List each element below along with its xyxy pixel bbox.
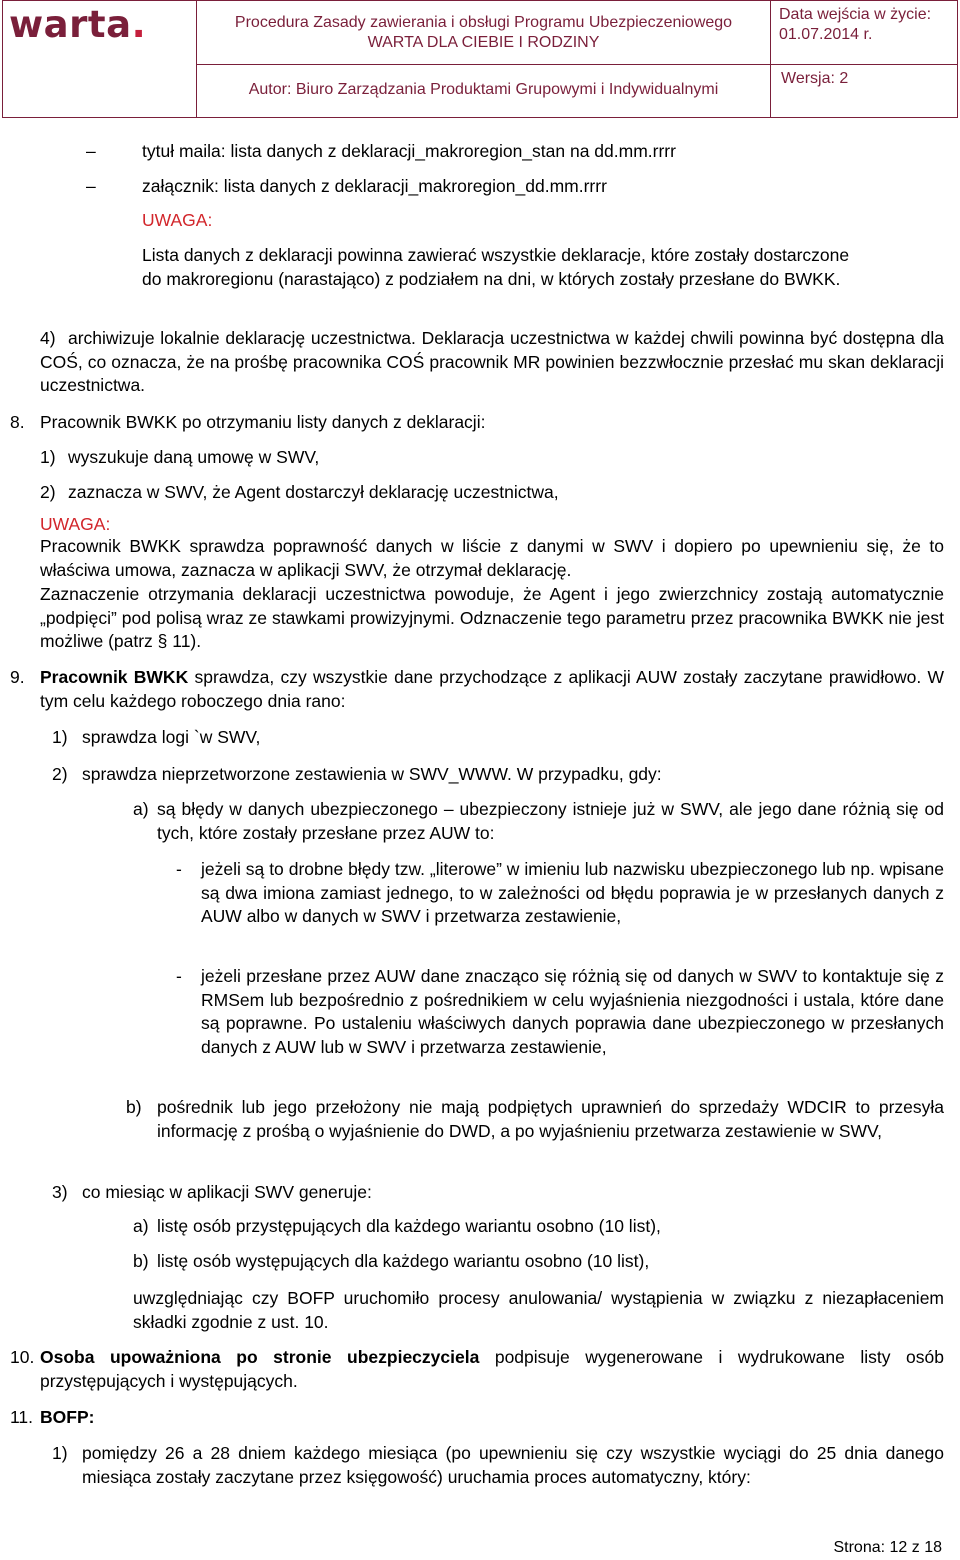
item-number: 2) [52, 764, 68, 784]
section-9-text [40, 666, 944, 713]
warta-logo: warta. [9, 3, 147, 46]
section-9-item-3a: listę osób przystępujących dla każdego wariantu osobno (10 list), [157, 1216, 661, 1236]
effective-date-value: 01.07.2014 r. [779, 26, 873, 43]
item-number: 1) [52, 727, 68, 747]
page-number: Strona: 12 z 18 [833, 1539, 942, 1556]
section-9-item-2a-i: jeżeli są to drobne błędy tzw. „literowe” w imieniu lub nazwisku ubezpieczonego lub np. wpisane są dwa imiona zamiast jednego, to w zależności od błędu poprawia je w przesłanych danych z AUW albo w danych w SWV i przetwarza zestawienie, [201, 859, 944, 926]
procedure-title [197, 1, 771, 65]
warning-label: UWAGA: [40, 514, 111, 534]
item-number: 1) [40, 447, 56, 467]
dash-item-attachment: załącznik: lista danych z deklaracji_makroregion_dd.mm.rrrr [142, 176, 607, 196]
section-9-item-1: sprawdza logi `w SWV, [82, 727, 261, 747]
effective-date-label: Data wejścia w życie: [779, 6, 932, 23]
section-number: 11. [10, 1407, 34, 1427]
hyphen-marker: - [176, 966, 182, 986]
procedure-title-line1: Procedura Zasady zawierania i obsługi Programu Ubezpieczeniowego [234, 14, 733, 31]
item-letter: a) [133, 1216, 149, 1236]
section-10-text [40, 1346, 944, 1393]
item-letter: b) [133, 1251, 149, 1271]
item-4-text: archiwizuje lokalnie deklarację uczestnictwa. Deklaracja uczestnictwa w każdej chwili powinna być dostępna dla COŚ, co oznacza, że na prośbę pracownika COŚ pracownik MR powinien bezzwłocznie przesłać mu skan deklaracji uczestnictwa. [40, 328, 944, 395]
item-letter: b) [126, 1097, 142, 1117]
section-9-item-3: co miesiąc w aplikacji SWV generuje: [82, 1182, 372, 1202]
procedure-title-line2: WARTA DLA CIEBIE I RODZINY [367, 34, 600, 51]
warning-paragraph-2: Zaznaczenie otrzymania deklaracji uczestnictwa powoduje, że Agent i jego zwierzchnicy zostają automatycznie „podpięci” pod polisą wraz ze stawkami prowizyjnymi. Odznaczenie tego parametru przez pracownika BWKK nie jest możliwe (patrz § 11). [40, 584, 944, 651]
version: Wersja: 2 [781, 70, 849, 87]
warning-label: UWAGA: [142, 210, 213, 230]
section-9-item-2a-ii: jeżeli przesłane przez AUW dane znacząco się różnią się od danych w SWV to kontaktuje się z RMSem lub bezpośrednio z pośrednikiem w celu wyjaśnienia niezgodności i ustala, które dane są poprawne. Po ustaleniu właściwych danych poprawia dane ubezpieczonego w przesłanych danych z AUW lub w SWV i przetwarza zestawienie, [201, 966, 944, 1057]
item-number: 4) [40, 328, 56, 348]
item-number: 2) [40, 482, 56, 502]
section-number: 8. [10, 412, 25, 432]
section-10-body: podpisuje wygenerowane i wydrukowane listy osób przystępujących i występujących. [40, 1347, 944, 1391]
dash-item-email-title: tytuł maila: lista danych z deklaracji_makroregion_stan na dd.mm.rrrr [142, 141, 676, 161]
item-number: 3) [52, 1182, 68, 1202]
section-8-item-2: zaznacza w SWV, że Agent dostarczył deklarację uczestnictwa, [68, 482, 559, 502]
section-10-subject: Osoba upoważniona po stronie ubezpieczyciela [40, 1347, 480, 1367]
item-number: 1) [52, 1443, 68, 1463]
warning-text: Lista danych z deklaracji powinna zawierać wszystkie deklaracje, które zostały dostarczone do makroregionu (narastająco) z podziałem na dni, w których zostały przesłane do BWKK. [142, 245, 850, 289]
section-number: 9. [10, 667, 25, 687]
section-9-item-3-note: uwzględniając czy BOFP uruchomiło procesy anulowania/ wystąpienia w związku z niezapłaceniem składki zgodnie z ust. 10. [133, 1288, 944, 1332]
section-9-item-3b: listę osób występujących dla każdego wariantu osobno (10 list), [157, 1251, 650, 1271]
logo-cell [3, 1, 197, 117]
hyphen-marker: - [176, 859, 182, 879]
section-8-item-1: wyszukuje daną umowę w SWV, [68, 447, 320, 467]
section-11-item-1: pomiędzy 26 a 28 dniem każdego miesiąca (po upewnieniu się czy wszystkie wyciągi do 25 dnia danego miesiąca zostały zaczytane przez księgowość) uruchamia proces automatyczny, który: [82, 1443, 944, 1487]
section-9-body: sprawdza, czy wszystkie dane przychodzące z aplikacji AUW zostały zaczytane prawidłowo. W tym celu każdego roboczego dnia rano: [40, 667, 945, 711]
item-letter: a) [133, 799, 149, 819]
section-11-subject: BOFP: [40, 1407, 95, 1427]
section-9-item-2: sprawdza nieprzetworzone zestawienia w SWV_WWW. W przypadku, gdy: [82, 764, 662, 784]
section-8-text: Pracownik BWKK po otrzymaniu listy danych z deklaracji: [40, 412, 486, 432]
document-header [2, 0, 958, 118]
dash-marker: – [86, 176, 96, 196]
section-9-item-2a: są błędy w danych ubezpieczonego – ubezpieczony istnieje już w SWV, ale jego dane różnią się od tych, które zostały przesłane przez AUW to: [157, 799, 944, 843]
warning-paragraph-1: Pracownik BWKK sprawdza poprawność danych w liście z danymi w SWV i dopiero po upewnieniu się, że to właściwa umowa, zaznacza w aplikacji SWV, że otrzymał deklarację. [40, 536, 944, 580]
section-9-subject: Pracownik BWKK [40, 667, 189, 687]
section-number: 10. [10, 1347, 35, 1367]
author: Autor: Biuro Zarządzania Produktami Grupowymi i Indywidualnymi [197, 65, 771, 117]
dash-marker: – [86, 141, 96, 161]
effective-date [771, 1, 957, 65]
section-9-item-2b: pośrednik lub jego przełożony nie mają podpiętych uprawnień do sprzedaży WDCIR to przesyła informację z prośbą o wyjaśnienie do DWD, a po wyjaśnieniu przetwarza zestawienie w SWV, [157, 1097, 944, 1141]
